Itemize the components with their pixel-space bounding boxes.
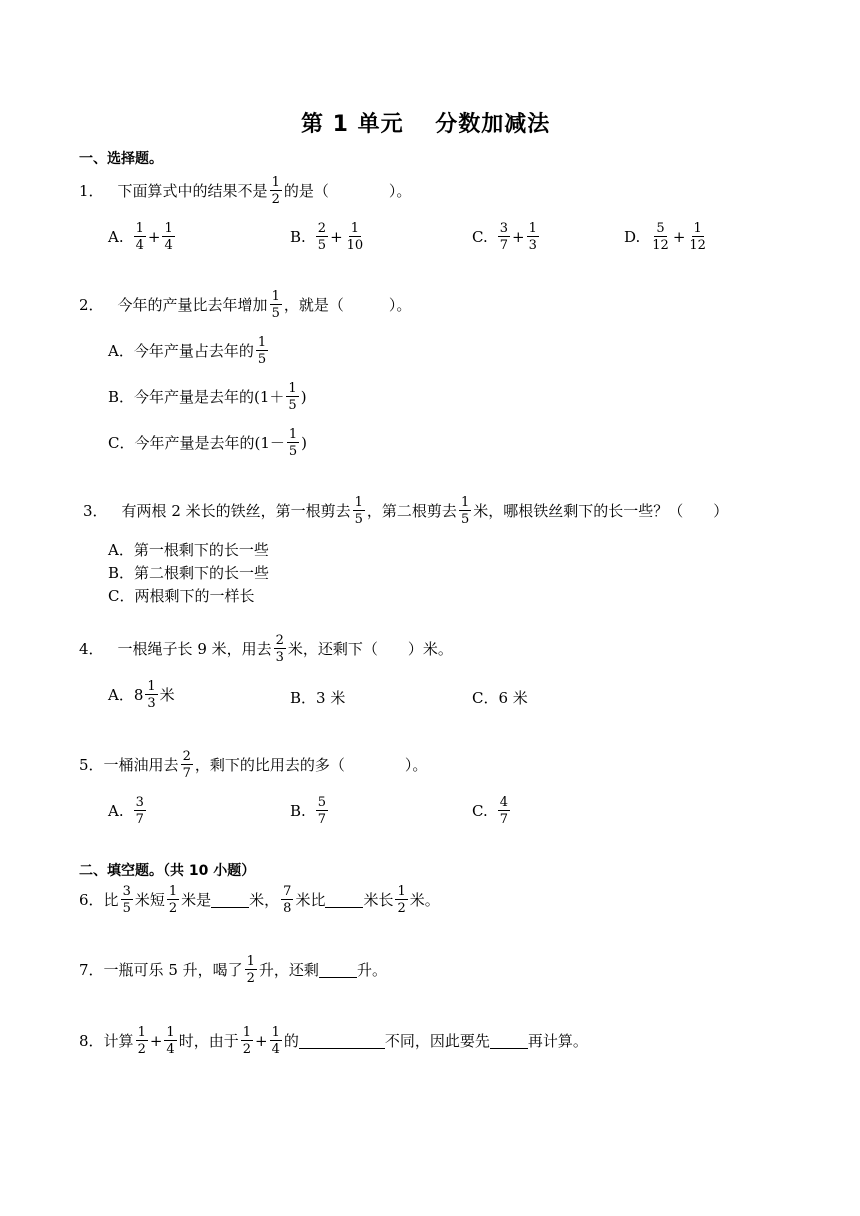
question-text: 的是（ ）。 [283,181,412,200]
fraction: $\frac{1}{5}$ [288,381,297,413]
option-a[interactable]: A．第一根剩下的长一些 [108,541,269,559]
option-label: A．今年产量占去年的 [108,341,254,360]
question-number: 3． [83,501,108,520]
option-label: D. [624,227,641,246]
question-number: 8． [79,1031,104,1050]
fraction: $\frac{1}{12}$ [689,221,706,253]
question-2 [79,290,411,320]
option-label: A. [108,801,124,820]
option-b[interactable] [108,382,307,412]
fraction: $\frac{1}{5}$ [257,335,267,367]
answer-blank[interactable] [211,893,249,908]
fraction: $\frac{2}{5}$ [317,221,327,253]
answer-blank[interactable] [325,893,363,908]
fraction: $\frac{3}{7}$ [499,221,508,253]
option-label: C．今年产量是去年的(1－ [108,433,285,452]
question-text: 米，还剩下（ ）米。 [287,639,453,658]
option-c[interactable] [108,428,307,458]
fraction: $\frac{1}{3}$ [147,679,156,711]
question-5 [79,750,427,780]
question-text: 升，还剩 [258,960,319,979]
page-title: 第 1 单元 分数加减法 [301,112,551,137]
question-number: 7． [79,960,104,979]
plus-sign: + [330,227,343,246]
plus-sign: + [147,227,161,246]
fraction: $\frac{3}{5}$ [122,884,131,916]
section-heading-fill: 二、填空题。（共 10 小题） [79,863,256,879]
question-text: 米比 [295,890,326,909]
option-label: A． [108,685,134,704]
question-text: 一瓶可乐 5 升，喝了 [103,960,243,979]
option-a[interactable] [108,222,177,252]
fraction: $\frac{1}{4}$ [166,1025,175,1057]
question-text: 不同，因此要先 [384,1031,490,1050]
unit: 米 [159,685,175,704]
option-label: B. [290,227,306,246]
question-text: 一桶油用去 [103,755,179,774]
question-text: 米长 [363,890,394,909]
option-b[interactable]: B．3 米 [290,689,346,707]
paren-close: ) [301,433,308,452]
question-number: 6． [79,890,104,909]
option-label: B. [290,801,306,820]
fraction: $\frac{1}{2}$ [397,884,406,916]
question-text: 下面算式中的结果不是 [117,181,268,200]
mixed-number [134,680,160,710]
fraction: $\frac{1}{10}$ [346,221,364,253]
fraction: $\frac{4}{7}$ [499,795,508,827]
answer-blank[interactable] [319,963,357,978]
option-label: C. [472,801,488,820]
option-label: A. [108,227,124,246]
question-text: 米是 [181,890,212,909]
fraction: $\frac{3}{7}$ [135,795,144,827]
fraction: $\frac{5}{12}$ [652,221,669,253]
option-label: C. [472,227,488,246]
plus-sign: + [672,227,686,246]
question-text: 比 [103,890,119,909]
option-c[interactable]: C．两根剩下的一样长 [108,587,255,605]
question-6 [79,885,440,915]
fraction: $\frac{1}{2}$ [168,884,178,916]
section-heading-choice: 一、选择题。 [79,151,163,167]
answer-blank[interactable] [490,1034,528,1049]
question-text: ，就是（ ）。 [283,295,412,314]
question-8 [79,1026,588,1056]
fraction: $\frac{1}{2}$ [271,175,280,207]
answer-blank[interactable] [299,1034,385,1049]
question-text: 米短 [134,890,165,909]
question-text: 今年的产量比去年增加 [117,295,268,314]
question-number: 5． [79,755,104,774]
fraction: $\frac{1}{2}$ [137,1025,146,1057]
question-number: 1． [79,181,104,200]
question-text: 米，哪根铁丝剩下的长一些？（ ） [473,501,729,520]
fraction: $\frac{2}{7}$ [182,749,191,781]
question-text: 升。 [356,960,387,979]
option-b[interactable] [290,796,330,826]
plus-sign: + [512,227,525,246]
fraction: $\frac{5}{7}$ [317,795,327,827]
fraction: $\frac{1}{5}$ [354,495,363,527]
question-text: 时，由于 [178,1031,239,1050]
fraction: $\frac{1}{5}$ [460,495,470,527]
fraction: $\frac{1}{3}$ [528,221,537,253]
fraction: $\frac{1}{5}$ [271,289,280,321]
question-1 [79,176,411,206]
option-d[interactable] [624,222,710,252]
fraction: $\frac{2}{3}$ [275,633,284,665]
option-c[interactable] [472,222,541,252]
question-text: 计算 [103,1031,134,1050]
option-b[interactable] [290,222,367,252]
question-text: 米， [249,890,280,909]
plus-sign: + [255,1031,268,1050]
question-3 [83,496,728,526]
question-4 [79,634,453,664]
question-text: 有两根 2 米长的铁丝，第一根剪去 [121,501,351,520]
fraction: $\frac{1}{2}$ [246,954,255,986]
question-text: ，第二根剪去 [366,501,457,520]
plus-sign: + [149,1031,163,1050]
paren-close: ) [300,387,307,406]
question-number: 2． [79,295,104,314]
option-a[interactable] [108,336,270,366]
question-7 [79,955,387,985]
option-b[interactable]: B．第二根剩下的长一些 [108,564,270,582]
fraction: $\frac{7}{8}$ [283,884,292,916]
option-c[interactable]: C．6 米 [472,689,528,707]
option-a[interactable] [108,796,148,826]
option-c[interactable] [472,796,512,826]
question-text: ，剩下的比用去的多（ ）。 [194,755,428,774]
option-a[interactable] [108,680,175,710]
question-text: 米。 [409,890,440,909]
option-label: B．今年产量是去年的(1＋ [108,387,285,406]
question-text: 再计算。 [527,1031,588,1050]
fraction: $\frac{1}{4}$ [164,221,173,253]
fraction: $\frac{1}{5}$ [288,427,298,459]
fraction: $\frac{1}{4}$ [271,1025,280,1057]
whole-part: 8 [133,685,144,704]
fraction: $\frac{1}{4}$ [135,221,144,253]
fraction: $\frac{1}{2}$ [242,1025,251,1057]
question-number: 4． [79,639,104,658]
question-text: 一根绳子长 9 米，用去 [117,639,272,658]
question-text: 的 [283,1031,299,1050]
